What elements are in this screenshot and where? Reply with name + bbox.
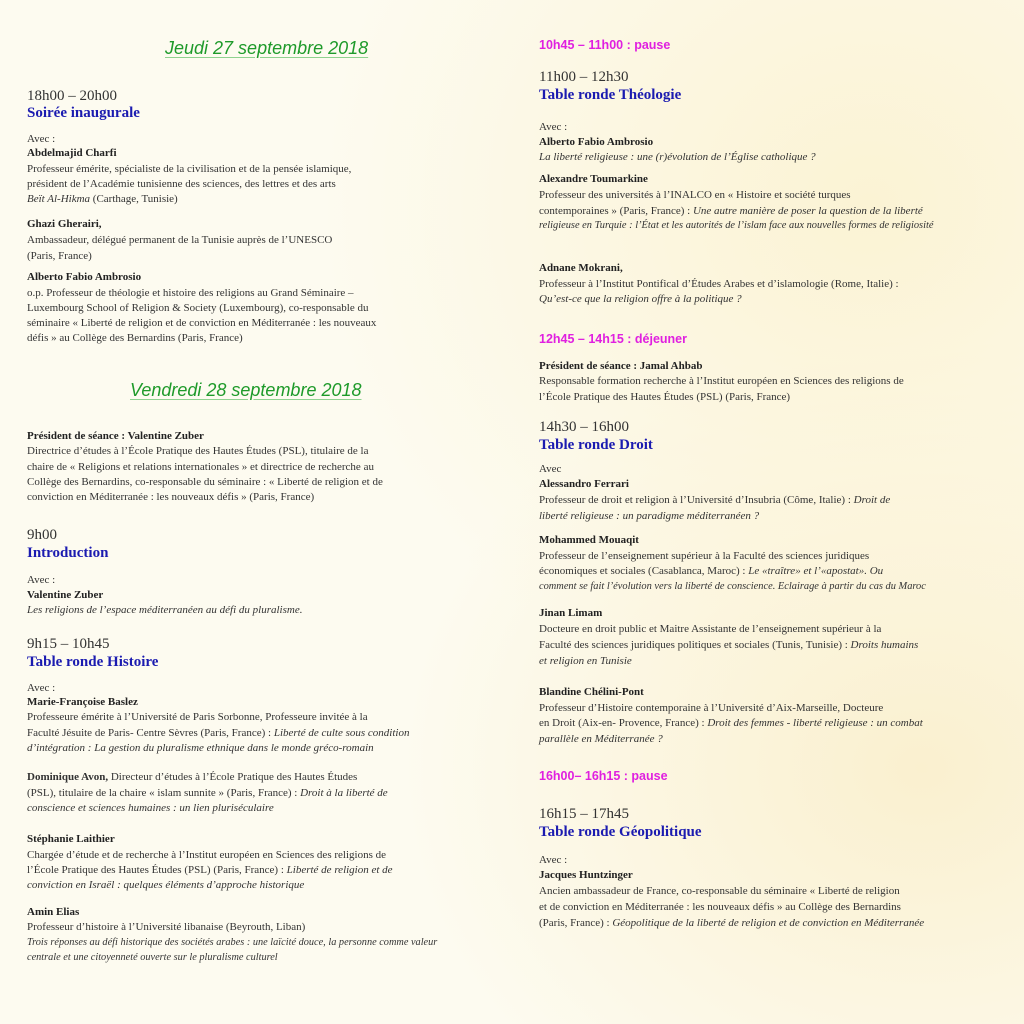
day-heading-friday: Vendredi 28 septembre 2018 bbox=[130, 380, 362, 400]
italic-text: Beït Al-Hikma bbox=[27, 193, 91, 205]
speaker-name: Jinan Limam bbox=[539, 607, 603, 619]
avec-label: Avec : bbox=[539, 854, 568, 866]
chair-name: Président de séance : Jamal Ahbab bbox=[539, 360, 703, 372]
speaker-desc: défis » au Collège des Bernardins (Paris, France) bbox=[27, 332, 243, 344]
talk-title: religieuse en Turquie : l’État et les autorités de l’islam face aux nouvelles formes de religiosité bbox=[539, 220, 934, 231]
session-title: Table ronde Géopolitique bbox=[539, 824, 702, 840]
speaker-name: Blandine Chélini-Pont bbox=[539, 686, 644, 698]
avec-label: Avec : bbox=[27, 682, 56, 694]
speaker-desc: Professeur d’Histoire contemporaine à l’Université d’Aix-Marseille, Docteure bbox=[539, 702, 884, 714]
session-title: Introduction bbox=[27, 545, 109, 561]
speaker-name: Jacques Huntzinger bbox=[539, 869, 633, 881]
talk-title: Le «traître» et l’«apostat». Ou bbox=[748, 565, 884, 577]
speaker-desc: Luxembourg School of Religion & Society (Luxembourg), co-responsable du bbox=[27, 302, 369, 314]
speaker-desc bbox=[539, 917, 924, 929]
chair-desc: Directrice d’études à l’École Pratique des Hautes Études (PSL), titulaire de la bbox=[27, 445, 369, 457]
talk-title: Une autre manière de poser la question de la liberté bbox=[692, 205, 923, 217]
speaker-name: Dominique Avon, bbox=[27, 771, 109, 783]
speaker-desc: Ancien ambassadeur de France, co-responsable du séminaire « Liberté de religion bbox=[539, 885, 900, 897]
plain-text: en Droit (Aix-en- Provence, France) : bbox=[539, 717, 708, 729]
speaker-desc bbox=[27, 193, 178, 205]
talk-title: Trois réponses au défi historique des sociétés arabes : une laïcité douce, la personne comme valeur bbox=[27, 937, 438, 948]
session-time: 16h15 – 17h45 bbox=[539, 806, 629, 822]
speaker-desc: Directeur d’études à l’École Pratique des Hautes Études bbox=[108, 771, 358, 783]
speaker-name: Stéphanie Laithier bbox=[27, 833, 115, 845]
talk-title: parallèle en Méditerranée ? bbox=[539, 733, 663, 745]
speaker-desc: Professeure émérite à l’Université de Paris Sorbonne, Professeure invitée à la bbox=[27, 711, 368, 723]
speaker-desc bbox=[539, 205, 923, 217]
speaker-name: Mohammed Mouaqit bbox=[539, 534, 639, 546]
plain-text: Faculté Jésuite de Paris- Centre Sèvres (Paris, France) : bbox=[27, 727, 274, 739]
speaker-desc bbox=[27, 727, 409, 739]
speaker-desc: o.p. Professeur de théologie et histoire des religions au Grand Séminaire – bbox=[27, 287, 354, 299]
session-title: Table ronde Théologie bbox=[539, 87, 682, 103]
talk-title: d’intégration : La gestion du pluralisme ethnique dans le monde gréco-romain bbox=[27, 742, 374, 754]
speaker-desc bbox=[539, 565, 883, 577]
plain-text: (Paris, France) : bbox=[539, 917, 613, 929]
talk-title: Liberté de culte sous condition bbox=[273, 727, 410, 739]
talk-title: La liberté religieuse : une (r)évolution de l’Église catholique ? bbox=[539, 151, 816, 163]
plain-text: contemporaines » (Paris, France) : bbox=[539, 205, 693, 217]
plain-text: l’École Pratique des Hautes Études (PSL) (Paris, France) : bbox=[27, 864, 287, 876]
pause-label: 10h45 – 11h00 : pause bbox=[539, 38, 671, 52]
avec-label: Avec : bbox=[539, 121, 568, 133]
plain-text: (PSL), titulaire de la chaire « islam sunnite » (Paris, France) : bbox=[27, 787, 301, 799]
avec-label: Avec : bbox=[27, 133, 56, 145]
speaker-name: Alessandro Ferrari bbox=[539, 478, 629, 490]
pause-label: 16h00– 16h15 : pause bbox=[539, 769, 668, 783]
plain-text: (Carthage, Tunisie) bbox=[90, 193, 178, 205]
session-time: 14h30 – 16h00 bbox=[539, 419, 629, 435]
speaker-name: Marie-Françoise Baslez bbox=[27, 696, 138, 708]
speaker-desc bbox=[539, 639, 918, 651]
speaker-desc bbox=[27, 787, 388, 799]
speaker-desc bbox=[539, 494, 890, 506]
speaker-desc: Professeur des universités à l’INALCO en « Histoire et société turques bbox=[539, 189, 851, 201]
talk-title: et religion en Tunisie bbox=[539, 655, 632, 667]
talk-title: Droits humains bbox=[850, 639, 919, 651]
talk-title: Qu’est-ce que la religion offre à la politique ? bbox=[539, 293, 742, 305]
speaker-line bbox=[27, 771, 357, 783]
speaker-desc: Professeur de l’enseignement supérieur à la Faculté des sciences juridiques bbox=[539, 550, 870, 562]
speaker-desc bbox=[539, 717, 923, 729]
speaker-desc: (Paris, France) bbox=[27, 250, 92, 262]
talk-title: Liberté de religion et de bbox=[286, 864, 393, 876]
session-time: 18h00 – 20h00 bbox=[27, 88, 117, 104]
speaker-desc: Professeur d’histoire à l’Université libanaise (Beyrouth, Liban) bbox=[27, 921, 306, 933]
speaker-desc: Professeur émérite, spécialiste de la civilisation et de la pensée islamique, bbox=[27, 163, 352, 175]
session-time: 9h00 bbox=[27, 527, 57, 543]
talk-title: centrale et une citoyenneté ouverte sur le pluralisme culturel bbox=[27, 952, 278, 963]
talk-title: Droit de bbox=[853, 494, 891, 506]
chair-name: Président de séance : Valentine Zuber bbox=[27, 430, 204, 442]
day-heading-thursday: Jeudi 27 septembre 2018 bbox=[165, 38, 369, 58]
speaker-desc: Docteure en droit public et Maitre Assistante de l’enseignement supérieur à la bbox=[539, 623, 882, 635]
speaker-desc: Professeur à l’Institut Pontifical d’Études Arabes et d’islamologie (Rome, Italie) : bbox=[539, 278, 899, 290]
talk-title: Géopolitique de la liberté de religion et de conviction en Méditerranée bbox=[612, 917, 925, 929]
session-title: Table ronde Droit bbox=[539, 437, 653, 453]
speaker-name: Alexandre Toumarkine bbox=[539, 173, 648, 185]
avec-label: Avec : bbox=[27, 574, 56, 586]
speaker-name: Alberto Fabio Ambrosio bbox=[539, 136, 654, 148]
speaker-name: Alberto Fabio Ambrosio bbox=[27, 271, 142, 283]
session-title: Soirée inaugurale bbox=[27, 105, 140, 121]
speaker-desc: séminaire « Liberté de religion et de conviction en Méditerranée : les nouveaux bbox=[27, 317, 377, 329]
speaker-name: Ghazi Gherairi, bbox=[27, 218, 102, 230]
talk-title: Droit à la liberté de bbox=[300, 787, 388, 799]
chair-desc: Responsable formation recherche à l’Institut européen en Sciences des religions de bbox=[539, 375, 904, 387]
pause-label: 12h45 – 14h15 : déjeuner bbox=[539, 332, 687, 346]
speaker-desc bbox=[27, 864, 393, 876]
speaker-desc: et de conviction en Méditerranée : les nouveaux défis » au Collège des Bernardins bbox=[539, 901, 901, 913]
plain-text: Professeur de droit et religion à l’Université d’Insubria (Côme, Italie) : bbox=[539, 494, 854, 506]
speaker-desc: président de l’Académie tunisienne des sciences, des lettres et des arts bbox=[27, 178, 336, 190]
avec-label: Avec bbox=[539, 463, 562, 475]
speaker-name: Abdelmajid Charfi bbox=[27, 147, 117, 159]
chair-desc: chaire de « Religions et relations internationales » et directrice de recherche au bbox=[27, 461, 374, 473]
chair-desc: l’École Pratique des Hautes Études (PSL) (Paris, France) bbox=[539, 391, 791, 403]
speaker-name: Valentine Zuber bbox=[27, 589, 104, 601]
session-title: Table ronde Histoire bbox=[27, 654, 159, 670]
session-time: 11h00 – 12h30 bbox=[539, 69, 629, 85]
talk-title: conscience et sciences humaines : un lien pluriséculaire bbox=[27, 802, 274, 814]
talk-title: comment se fait l’évolution vers la liberté de conscience. Eclairage à partir du cas du Maroc bbox=[539, 581, 926, 592]
talk-title: Les religions de l’espace méditerranéen au défi du pluralisme. bbox=[27, 604, 303, 616]
plain-text: Faculté des sciences juridiques politiques et sociales (Tunis, Tunisie) : bbox=[539, 639, 851, 651]
session-time: 9h15 – 10h45 bbox=[27, 636, 110, 652]
chair-desc: conviction en Méditerranée : les nouveaux défis » (Paris, France) bbox=[27, 491, 315, 503]
speaker-desc: Ambassadeur, délégué permanent de la Tunisie auprès de l’UNESCO bbox=[27, 234, 333, 246]
speaker-name: Amin Elias bbox=[27, 906, 80, 918]
plain-text: économiques et sociales (Casablanca, Maroc) : bbox=[539, 565, 749, 577]
talk-title: liberté religieuse : un paradigme méditerranéen ? bbox=[539, 510, 760, 522]
speaker-name: Adnane Mokrani, bbox=[539, 262, 623, 274]
chair-desc: Collège des Bernardins, co-responsable du séminaire : « Liberté de religion et de bbox=[27, 476, 383, 488]
talk-title: conviction en Israël : quelques éléments d’approche historique bbox=[27, 879, 305, 891]
talk-title: Droit des femmes - liberté religieuse : un combat bbox=[707, 717, 923, 729]
speaker-desc: Chargée d’étude et de recherche à l’Institut européen en Sciences des religions de bbox=[27, 849, 386, 861]
